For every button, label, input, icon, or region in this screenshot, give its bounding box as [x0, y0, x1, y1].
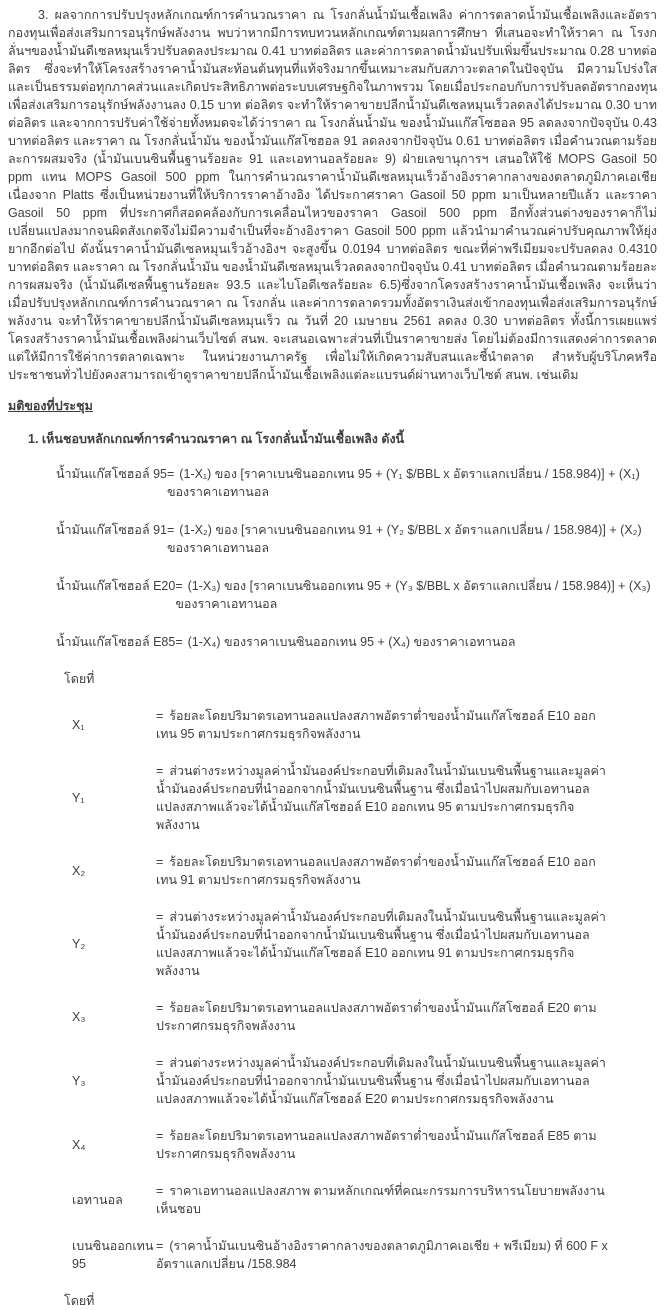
- equals-sign: =: [156, 1184, 164, 1198]
- formula-gasohol-95: [56, 465, 657, 501]
- formula-expression: (1-X₁) ของ [ราคาเบนซินออกเทน 95 + (Y₁ $/BBL x อัตราแลกเปลี่ยน / 158.984)] + (X₁) ของราคาเอทานอล: [166, 467, 640, 499]
- definition-term: Y₁: [72, 791, 85, 805]
- definition-term: เบนซินออกเทน 95: [72, 1239, 154, 1271]
- definition-row-y3: [72, 1054, 612, 1108]
- definition-row-benzene-octane-95: [72, 1237, 612, 1273]
- equals-sign: =: [156, 1056, 164, 1070]
- definition-row-y2: [72, 908, 612, 980]
- definition-row-x1: [72, 707, 612, 743]
- equals-sign: =: [166, 523, 175, 537]
- definition-term: X₁: [72, 718, 85, 732]
- definition-row-x4: [72, 1127, 612, 1163]
- equals-sign: =: [166, 467, 175, 481]
- definition-text: ร้อยละโดยปริมาตรเอทานอลแปลงสภาพอัตราต่ำของน้ำมันแก๊สโซฮอล์ E20 ตามประกาศกรมธุรกิจพลังงาน: [156, 1001, 597, 1033]
- formula-expression: (1-X₃) ของ [ราคาเบนซินออกเทน 95 + (Y₃ $/BBL x อัตราแลกเปลี่ยน / 158.984)] + (X₃) ของราคาเอทานอล: [175, 579, 651, 611]
- definition-text: ส่วนต่างระหว่างมูลค่าน้ำมันองค์ประกอบที่เติมลงในน้ำมันเบนซินพื้นฐานและมูลค่าน้ำมันองค์ประกอบที่นำออกจากน้ำมันเบนซินพื้นฐาน ซึ่งเมื่อนำไปผสมกับเอทานอลแปลงสภาพแล้วจะได้น้ำมันแก๊สโซฮอล์ E10 ออกเทน 91 ตามประกาศกรมธุรกิจพลังงาน: [156, 910, 606, 978]
- definition-term: X₄: [72, 1138, 86, 1152]
- definition-text: ร้อยละโดยปริมาตรเอทานอลแปลงสภาพอัตราต่ำของน้ำมันแก๊สโซฮอล์ E10 ออกเทน 95 ตามประกาศกรมธุรกิจพลังงาน: [156, 709, 596, 741]
- equals-sign: =: [156, 910, 164, 924]
- definition-text: ส่วนต่างระหว่างมูลค่าน้ำมันองค์ประกอบที่เติมลงในน้ำมันเบนซินพื้นฐานและมูลค่าน้ำมันองค์ประกอบที่นำออกจากน้ำมันเบนซินพื้นฐาน ซึ่งเมื่อนำไปผสมกับเอทานอลแปลงสภาพแล้วจะได้น้ำมันแก๊สโซฮอล์ E20 ตามประกาศกรมธุรกิจพลังงาน: [156, 1056, 606, 1106]
- equals-sign: =: [175, 579, 183, 593]
- formula-list: [56, 465, 657, 651]
- definition-term: เอทานอล: [72, 1193, 123, 1207]
- definition-row-ethanol: [72, 1182, 612, 1218]
- formula-gasohol-e20: [56, 577, 657, 613]
- formula-gasohol-91: [56, 521, 657, 557]
- definition-text: ราคาเอทานอลแปลงสภาพ ตามหลักเกณฑ์ที่คณะกรรมการบริหารนโยบายพลังงานเห็นชอบ: [156, 1184, 605, 1216]
- equals-sign: =: [156, 1129, 164, 1143]
- definition-text: ส่วนต่างระหว่างมูลค่าน้ำมันองค์ประกอบที่เติมลงในน้ำมันเบนซินพื้นฐานและมูลค่าน้ำมันองค์ประกอบที่นำออกจากน้ำมันเบนซินพื้นฐาน ซึ่งเมื่อนำไปผสมกับเอทานอลแปลงสภาพแล้วจะได้น้ำมันแก๊สโซฮอล์ E10 ออกเทน 95 ตามประกาศกรมธุรกิจพลังงาน: [156, 764, 606, 832]
- definition-term: X₃: [72, 1010, 86, 1024]
- equals-sign: =: [156, 709, 164, 723]
- definition-term: Y₂: [72, 937, 86, 951]
- formula-expression: (1-X₄) ของราคาเบนซินออกเทน 95 + (X₄) ของราคาเอทานอล: [187, 635, 516, 649]
- definition-text: ร้อยละโดยปริมาตรเอทานอลแปลงสภาพอัตราต่ำของน้ำมันแก๊สโซฮอล์ E85 ตามประกาศกรมธุรกิจพลังงาน: [156, 1129, 597, 1161]
- main-paragraph: 3. ผลจากการปรับปรุงหลักเกณฑ์การคำนวณราคา ณ โรงกลั่นน้ำมันเชื้อเพลิง ค่าการตลาดน้ำมันเชื้อเพลิงและอัตรากองทุนเพื่อส่งเสริมการอนุรักษ์พลังงาน พบว่าหากมีการทบทวนหลักเกณฑ์ตามผลการศึกษา ที่เสนอจะทำให้ราคา ณ โรงกลั่นฯของน้ำมันดีเซลหมุนเร็วปรับลดลงประมาณ 0.41 บาทต่อลิตร และค่าการตลาดน้ำมันปรับเพิ่มขึ้นประมาณ 0.28 บาทต่อลิตร ซึ่งจะทำให้โครงสร้างราคาน้ำมันสะท้อนต้นทุนที่แท้จริงมากขึ้นเหมาะสมกับสภาวะตลาดในปัจจุบัน มีความโปร่งใสและเป็นธรรมต่อทุกภาคส่วนและเกิดประสิทธิภาพต่อระบบเศรษฐกิจในภาพรวม โดยเมื่อประกอบกับการปรับลดอัตรากองทุนเพื่อส่งเสริมการอนุรักษ์พลังงานลง 0.15 บาท ต่อลิตร จะทำให้ราคาขายปลีกน้ำมันดีเซลหมุนเร็วลดลงได้ประมาณ 0.30 บาทต่อลิตร และจากการปรับค่าใช้จ่ายทั้งหมดจะได้ว่าราคา ณ โรงกลั่นน้ำมัน ของน้ำมันแก๊สโซฮอล 95 ลดลงจากปัจจุบัน 0.43 บาทต่อลิตร และราคา ณ โรงกลั่นน้ำมัน ของน้ำมันแก๊สโซฮอล 91 ลดลงจากปัจจุบัน 0.61 บาทต่อลิตร เมื่อคำนวณตามร้อยละการผสมจริง (น้ำมันเบนซินพื้นฐานร้อยละ 91 และเอทานอลร้อยละ 9) ฝ่ายเลขานุการฯ เสนอให้ใช้ MOPS Gasoil 50 ppm แทน MOPS Gasoil 500 ppm ในการคำนวณราคาน้ำมันดีเซลหมุนเร็วอ้างอิงราคากลางของตลาดภูมิภาคเอเชีย เนื่องจาก Platts ซึ่งเป็นหน่วยงานที่ให้บริการราคาอ้างอิง ได้ประกาศราคา Gasoil 50 ppm มาเป็นหลายปีแล้ว และราคา Gasoil 50 ppm ที่ประกาศก็สอดคล้องกับการเคลื่อนไหวของราคา Gasoil 500 ppm อีกทั้งส่วนต่างของราคาก็ไม่เปลี่ยนแปลงมากจนผิดสังเกตจึงไม่มีความจำเป็นที่จะอ้างอิงราคา Gasoil 500 ppm แล้วนำมาคำนวณค่าปรับคุณภาพให้ยุ่งยากอีกต่อไป ดังนั้นราคาน้ำมันดีเซลหมุนเร็วอ้างอิงฯ จะสูงขึ้น 0.0194 บาทต่อลิตร ขณะที่ค่าพรีเมียมจะปรับลดลง 0.4310 บาทต่อลิตร และราคา ณ โรงกลั่นน้ำมัน ของน้ำมันดีเซลหมุนเร็วลดลงจากปัจจุบัน 0.41 บาทต่อลิตร เมื่อคำนวณตามร้อยละการผสมจริง (น้ำมันดีเซลพื้นฐานร้อยละ 93.5 และไบโอดีเซลร้อยละ 6.5)ซึ่งจากโครงสร้างราคาน้ำมันเชื้อเพลิง จะเห็นว่าเมื่อปรับปรุงหลักเกณฑ์การคำนวณราคา ณ โรงกลั่น และค่าการตลาดรวมทั้งอัตราเงินส่งเข้ากองทุนเพื่อส่งเสริมการอนุรักษ์พลังงาน จะทำให้ราคาขายปลีกน้ำมันดีเซลหมุนเร็ว ณ วันที่ 20 เมษายน 2561 ลดลง 0.30 บาทต่อลิตร ทั้งนี้การเผยแพร่โครงสร้างราคาน้ำมันเชื้อเพลิงผ่านเว็บไซต์ สนพ. จะเสนอเฉพาะส่วนที่เป็นราคาขายส่ง โดยไม่ต้องมีการแสดงค่าการตลาด แต่ให้มีการใช้ค่าการตลาดเฉพาะ ในหน่วยงานภาครัฐ เพื่อไม่ให้เกิดความสับสนและชี้นำตลาด สำหรับผู้บริโภคหรือประชาชนทั่วไปยังคงสามารถเข้าดูราคาขายปลีกน้ำมันเชื้อเพลิงแต่ละแบรนด์ผ่านทางเว็บไซต์ สนพ. เช่นเดิม: [8, 8, 657, 382]
- definition-text: (ราคาน้ำมันเบนซินอ้างอิงราคากลางของตลาดภูมิภาคเอเชีย + พรีเมียม) ที่ 600 F x อัตราแลกเปลี่ยน /158.984: [156, 1239, 608, 1271]
- equals-sign: =: [156, 764, 164, 778]
- equals-sign: =: [156, 1239, 164, 1253]
- definition-text: ร้อยละโดยปริมาตรเอทานอลแปลงสภาพอัตราต่ำของน้ำมันแก๊สโซฮอล์ E10 ออกเทน 91 ตามประกาศกรมธุรกิจพลังงาน: [156, 855, 596, 887]
- definition-row-x3: [72, 999, 612, 1035]
- formula-gasohol-e85: [56, 633, 657, 651]
- formula-label: น้ำมันแก๊สโซฮอล์ E20: [56, 579, 176, 593]
- resolution-item-1: 1. เห็นชอบหลักเกณฑ์การคำนวณราคา ณ โรงกลั่นน้ำมันเชื้อเพลิง ดังนี้: [28, 432, 405, 446]
- definition-row-y1: [72, 762, 612, 834]
- formula-label: น้ำมันแก๊สโซฮอล์ E85: [56, 635, 176, 649]
- where-label: โดยที่: [64, 672, 95, 686]
- equals-sign: =: [156, 855, 164, 869]
- where-label-bottom: โดยที่: [64, 1294, 95, 1308]
- formula-label: น้ำมันแก๊สโซฮอล์ 95: [56, 467, 167, 481]
- definition-row-x2: [72, 853, 612, 889]
- definitions-list: [72, 707, 612, 1273]
- definition-term: X₂: [72, 864, 86, 878]
- resolution-heading: มติของที่ประชุม: [8, 399, 93, 413]
- equals-sign: =: [175, 635, 183, 649]
- definition-term: Y₃: [72, 1074, 86, 1088]
- formula-expression: (1-X₂) ของ [ราคาเบนซินออกเทน 91 + (Y₂ $/BBL x อัตราแลกเปลี่ยน / 158.984)] + (X₂) ของราคาเอทานอล: [166, 523, 642, 555]
- equals-sign: =: [156, 1001, 164, 1015]
- formula-label: น้ำมันแก๊สโซฮอล์ 91: [56, 523, 167, 537]
